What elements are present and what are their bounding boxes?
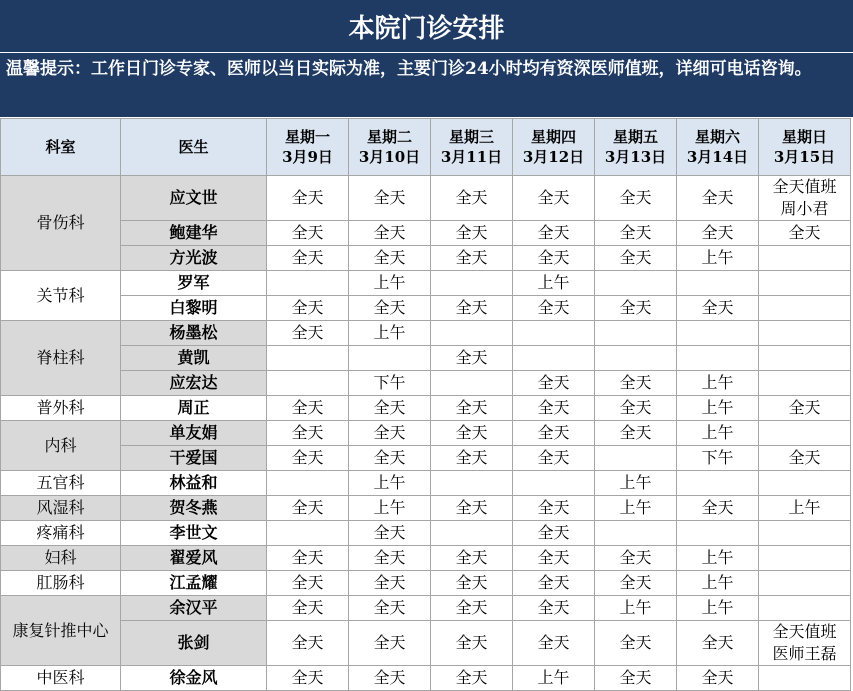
schedule-cell: 全天 xyxy=(513,621,595,666)
schedule-cell: 全天 xyxy=(513,296,595,321)
schedule-cell: 上午 xyxy=(595,471,677,496)
schedule-cell: 全天 xyxy=(349,521,431,546)
schedule-cell: 全天 xyxy=(431,621,513,666)
schedule-cell xyxy=(431,271,513,296)
schedule-cell: 上午 xyxy=(595,496,677,521)
dept-cell: 风湿科 xyxy=(1,496,121,521)
schedule-cell xyxy=(431,321,513,346)
schedule-cell: 全天 xyxy=(431,446,513,471)
doctor-cell: 贺冬燕 xyxy=(121,496,267,521)
schedule-cell xyxy=(759,371,851,396)
table-row xyxy=(1,521,851,546)
doctor-cell: 罗军 xyxy=(121,271,267,296)
schedule-cell: 全天 xyxy=(431,546,513,571)
schedule-cell xyxy=(513,471,595,496)
schedule-cell: 全天 xyxy=(349,396,431,421)
doctor-cell: 单友娟 xyxy=(121,421,267,446)
schedule-cell: 全天 xyxy=(595,571,677,596)
schedule-cell: 全天 xyxy=(595,296,677,321)
schedule-cell: 全天 xyxy=(595,176,677,221)
schedule-cell: 上午 xyxy=(677,371,759,396)
weekday-label: 星期五 xyxy=(612,128,658,146)
schedule-cell: 全天 xyxy=(267,666,349,691)
doctor-cell: 徐金风 xyxy=(121,666,267,691)
doctor-cell: 江孟耀 xyxy=(121,571,267,596)
doctor-cell: 鲍建华 xyxy=(121,221,267,246)
date-label: 3月10日 xyxy=(358,148,421,166)
page-title: 本院门诊安排 xyxy=(0,0,853,53)
doctor-cell: 李世文 xyxy=(121,521,267,546)
schedule-cell: 全天值班 周小君 xyxy=(759,176,851,221)
schedule-cell: 全天值班 医师王磊 xyxy=(759,621,851,666)
date-label: 3月15日 xyxy=(773,148,836,166)
table-row xyxy=(1,596,851,621)
table-row xyxy=(1,221,851,246)
schedule-cell xyxy=(595,446,677,471)
header-doctor: 医生 xyxy=(121,119,267,176)
schedule-cell xyxy=(759,321,851,346)
schedule-cell: 全天 xyxy=(677,221,759,246)
schedule-cell: 全天 xyxy=(513,371,595,396)
dept-cell: 妇科 xyxy=(1,546,121,571)
doctor-cell: 应宏达 xyxy=(121,371,267,396)
schedule-cell: 全天 xyxy=(349,621,431,666)
schedule-cell xyxy=(677,271,759,296)
table-row xyxy=(1,321,851,346)
schedule-cell: 全天 xyxy=(349,571,431,596)
date-label: 3月12日 xyxy=(522,148,585,166)
weekday-label: 星期六 xyxy=(694,128,740,146)
schedule-cell: 全天 xyxy=(267,396,349,421)
schedule-cell xyxy=(759,596,851,621)
schedule-cell: 上午 xyxy=(349,321,431,346)
schedule-cell: 全天 xyxy=(267,246,349,271)
weekday-label: 星期四 xyxy=(530,128,576,146)
schedule-cell: 上午 xyxy=(513,666,595,691)
schedule-cell: 全天 xyxy=(349,596,431,621)
schedule-cell: 上午 xyxy=(677,421,759,446)
schedule-cell: 全天 xyxy=(267,496,349,521)
doctor-cell: 林益和 xyxy=(121,471,267,496)
table-row xyxy=(1,571,851,596)
schedule-cell: 上午 xyxy=(349,471,431,496)
table-row xyxy=(1,346,851,371)
header-row xyxy=(1,119,851,176)
table-row xyxy=(1,296,851,321)
schedule-cell: 全天 xyxy=(349,666,431,691)
table-row xyxy=(1,271,851,296)
weekday-label: 星期三 xyxy=(448,128,494,146)
schedule-cell xyxy=(677,321,759,346)
schedule-cell: 全天 xyxy=(267,221,349,246)
weekday-label: 星期一 xyxy=(284,128,330,146)
schedule-cell xyxy=(267,471,349,496)
schedule-cell: 全天 xyxy=(431,221,513,246)
schedule-cell: 上午 xyxy=(759,496,851,521)
schedule-cell: 全天 xyxy=(431,596,513,621)
schedule-cell xyxy=(267,371,349,396)
schedule-cell: 全天 xyxy=(431,666,513,691)
schedule-cell xyxy=(759,296,851,321)
doctor-cell: 翟爱风 xyxy=(121,546,267,571)
schedule-table xyxy=(0,118,851,691)
schedule-cell xyxy=(595,271,677,296)
schedule-cell: 全天 xyxy=(595,371,677,396)
schedule-cell: 全天 xyxy=(759,396,851,421)
schedule-cell xyxy=(267,521,349,546)
schedule-cell xyxy=(431,371,513,396)
schedule-cell: 全天 xyxy=(267,571,349,596)
schedule-cell xyxy=(349,346,431,371)
schedule-cell: 全天 xyxy=(595,221,677,246)
schedule-cell xyxy=(595,521,677,546)
schedule-cell: 全天 xyxy=(759,221,851,246)
table-row xyxy=(1,621,851,666)
header-day xyxy=(759,119,851,176)
schedule-cell: 上午 xyxy=(677,596,759,621)
schedule-cell xyxy=(431,521,513,546)
schedule-cell: 全天 xyxy=(677,666,759,691)
schedule-cell: 全天 xyxy=(513,396,595,421)
schedule-cell: 下午 xyxy=(349,371,431,396)
dept-cell: 关节科 xyxy=(1,271,121,321)
schedule-cell: 全天 xyxy=(595,621,677,666)
header-day xyxy=(513,119,595,176)
schedule-cell: 上午 xyxy=(677,571,759,596)
schedule-cell: 全天 xyxy=(267,596,349,621)
doctor-cell: 杨墨松 xyxy=(121,321,267,346)
dept-cell: 中医科 xyxy=(1,666,121,691)
schedule-cell xyxy=(759,546,851,571)
schedule-cell: 全天 xyxy=(677,296,759,321)
schedule-cell: 全天 xyxy=(267,421,349,446)
schedule-cell: 全天 xyxy=(267,546,349,571)
schedule-cell: 全天 xyxy=(595,666,677,691)
schedule-cell: 全天 xyxy=(431,571,513,596)
dept-cell: 疼痛科 xyxy=(1,521,121,546)
header-day xyxy=(677,119,759,176)
schedule-cell: 全天 xyxy=(431,496,513,521)
schedule-cell xyxy=(595,321,677,346)
table-row xyxy=(1,546,851,571)
schedule-cell: 全天 xyxy=(267,176,349,221)
header-day xyxy=(431,119,513,176)
schedule-cell: 全天 xyxy=(349,546,431,571)
dept-cell: 骨伤科 xyxy=(1,176,121,271)
notice-banner: 温馨提示：工作日门诊专家、医师以当日实际为准，主要门诊24小时均有资深医师值班，详细可电话咨询。 xyxy=(0,53,853,117)
schedule-cell: 全天 xyxy=(513,446,595,471)
weekday-label: 星期二 xyxy=(366,128,412,146)
schedule-cell: 上午 xyxy=(677,396,759,421)
schedule-cell xyxy=(677,521,759,546)
dept-cell: 普外科 xyxy=(1,396,121,421)
table-row xyxy=(1,396,851,421)
schedule-cell: 全天 xyxy=(677,496,759,521)
schedule-cell: 全天 xyxy=(431,246,513,271)
date-label: 3月13日 xyxy=(604,148,667,166)
schedule-cell: 全天 xyxy=(677,176,759,221)
schedule-cell xyxy=(267,346,349,371)
doctor-cell: 方光波 xyxy=(121,246,267,271)
header-day xyxy=(349,119,431,176)
schedule-cell: 上午 xyxy=(349,496,431,521)
date-label: 3月14日 xyxy=(686,148,749,166)
date-label: 3月11日 xyxy=(440,148,503,166)
schedule-cell xyxy=(267,271,349,296)
schedule-cell: 上午 xyxy=(513,271,595,296)
weekday-label: 星期日 xyxy=(781,128,827,146)
schedule-cell: 全天 xyxy=(431,176,513,221)
doctor-cell: 干爱国 xyxy=(121,446,267,471)
schedule-cell: 全天 xyxy=(349,446,431,471)
schedule-cell xyxy=(759,346,851,371)
table-row xyxy=(1,666,851,691)
schedule-cell: 上午 xyxy=(349,271,431,296)
table-row xyxy=(1,471,851,496)
schedule-cell xyxy=(513,321,595,346)
dept-cell: 脊柱科 xyxy=(1,321,121,396)
header-dept: 科室 xyxy=(1,119,121,176)
schedule-body xyxy=(1,176,851,691)
dept-cell: 五官科 xyxy=(1,471,121,496)
doctor-cell: 应文世 xyxy=(121,176,267,221)
table-row xyxy=(1,176,851,221)
dept-cell: 康复针推中心 xyxy=(1,596,121,666)
schedule-cell xyxy=(759,271,851,296)
schedule-cell: 全天 xyxy=(513,176,595,221)
schedule-cell: 上午 xyxy=(677,546,759,571)
schedule-cell: 全天 xyxy=(349,421,431,446)
table-row xyxy=(1,246,851,271)
dept-cell: 内科 xyxy=(1,421,121,471)
schedule-cell: 全天 xyxy=(513,571,595,596)
schedule-cell xyxy=(677,346,759,371)
doctor-cell: 白黎明 xyxy=(121,296,267,321)
schedule-cell: 上午 xyxy=(595,596,677,621)
schedule-cell: 全天 xyxy=(267,296,349,321)
schedule-cell xyxy=(759,571,851,596)
schedule-cell: 下午 xyxy=(677,446,759,471)
doctor-cell: 余汉平 xyxy=(121,596,267,621)
doctor-cell: 黄凯 xyxy=(121,346,267,371)
schedule-cell: 全天 xyxy=(267,446,349,471)
schedule-cell: 全天 xyxy=(431,296,513,321)
schedule-cell xyxy=(759,666,851,691)
schedule-cell: 全天 xyxy=(349,176,431,221)
schedule-cell xyxy=(677,471,759,496)
schedule-cell: 全天 xyxy=(431,346,513,371)
table-row xyxy=(1,421,851,446)
schedule-cell xyxy=(595,346,677,371)
schedule-cell xyxy=(759,421,851,446)
header-day xyxy=(595,119,677,176)
doctor-cell: 张剑 xyxy=(121,621,267,666)
schedule-cell: 全天 xyxy=(513,546,595,571)
schedule-cell: 全天 xyxy=(759,446,851,471)
schedule-cell: 全天 xyxy=(513,596,595,621)
schedule-cell: 全天 xyxy=(431,396,513,421)
table-row xyxy=(1,496,851,521)
header-day xyxy=(267,119,349,176)
schedule-cell: 全天 xyxy=(349,221,431,246)
schedule-cell: 全天 xyxy=(431,421,513,446)
schedule-cell: 全天 xyxy=(267,621,349,666)
schedule-cell: 全天 xyxy=(513,221,595,246)
table-row xyxy=(1,371,851,396)
schedule-cell: 全天 xyxy=(595,396,677,421)
doctor-cell: 周正 xyxy=(121,396,267,421)
schedule-cell: 全天 xyxy=(513,521,595,546)
schedule-cell: 全天 xyxy=(677,621,759,666)
date-label: 3月9日 xyxy=(282,148,333,166)
schedule-cell: 全天 xyxy=(349,296,431,321)
schedule-cell: 全天 xyxy=(595,546,677,571)
schedule-cell: 全天 xyxy=(267,321,349,346)
schedule-cell: 全天 xyxy=(595,246,677,271)
dept-cell: 肛肠科 xyxy=(1,571,121,596)
schedule-cell: 全天 xyxy=(595,421,677,446)
schedule-cell: 全天 xyxy=(513,496,595,521)
schedule-cell: 全天 xyxy=(349,246,431,271)
schedule-cell xyxy=(431,471,513,496)
schedule-cell xyxy=(759,471,851,496)
schedule-cell xyxy=(759,521,851,546)
table-row xyxy=(1,446,851,471)
schedule-cell: 上午 xyxy=(677,246,759,271)
schedule-cell xyxy=(759,246,851,271)
schedule-cell xyxy=(513,346,595,371)
schedule-cell: 全天 xyxy=(513,246,595,271)
schedule-cell: 全天 xyxy=(513,421,595,446)
